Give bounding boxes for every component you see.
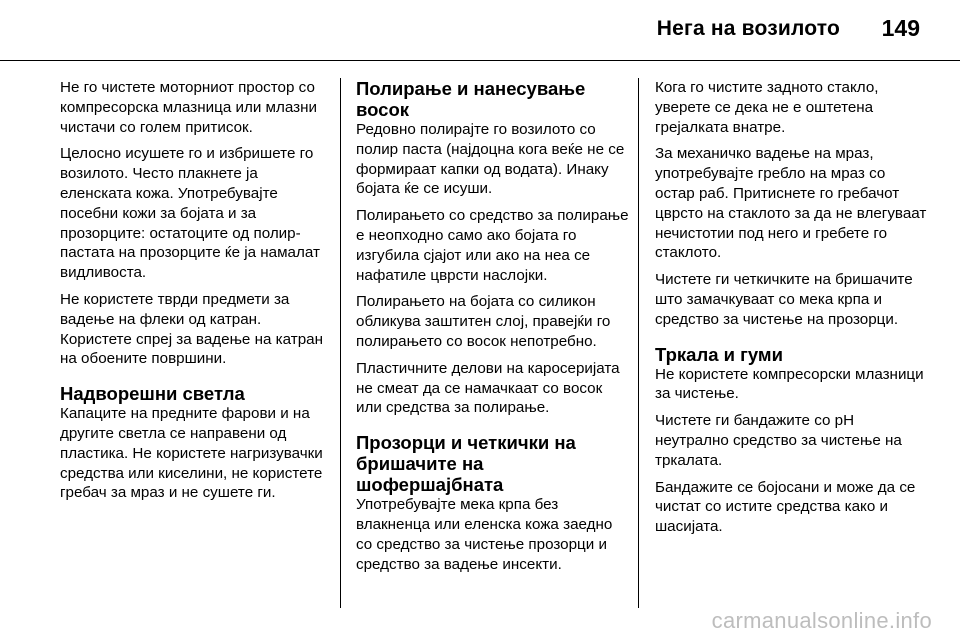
paragraph: Капаците на предните фарови и на другите светла се направени од пластика. Не користете нагризувачки средства или киселини, не користете гребач за мраз и не сушете ги.: [60, 405, 323, 502]
column-divider: [340, 78, 341, 608]
paragraph: Целосно исушете го и избришете го возилото. Често плакнете ја еленската кожа. Употребувајте посебни кожи за бојата и за прозорците: остатоците од полир-пастата на прозорците ќе ја намалат видливоста.: [60, 145, 320, 282]
section-heading-wheels-tyres: Тркала и гуми: [655, 343, 783, 365]
paragraph: За механичко вадење на мраз, употребувајте гребло на мраз со остар раб. Притиснете го гребачот цврсто на стаклото за да не влегуваат нечистотии под него и гребете го стаклото.: [655, 145, 927, 262]
paragraph: Бандажите се бојосани и може да се чистат со истите средства како и шасијата.: [655, 478, 916, 536]
paragraph: Кога го чистите задното стакло, уверете се дека не е оштетена грејалката внатре.: [655, 79, 879, 136]
chapter-title: Нега на возилото: [656, 17, 840, 40]
column-divider: [638, 78, 639, 608]
section-heading-exterior-lights: Надворешни светла: [60, 383, 245, 405]
paragraph: Не го чистете моторниот простор со компресорска млазница или млазни чистачи со голем притисок.: [60, 79, 317, 136]
watermark: carmanualsonline.info: [711, 608, 932, 633]
column-left: [60, 78, 332, 510]
paragraph: Чистете ги бандажите со pH неутрално средство за чистење на тркалата.: [655, 412, 902, 469]
paragraph: Полирањето на бојата со силикон обликува заштитен слој, правејќи го полирањето со восок непотребно.: [356, 293, 611, 350]
section-heading-windows-wipers: Прозорци и четкички на бришачите на шофершајбната: [356, 432, 576, 496]
paragraph: Чистете ги четкичките на бришачите што замачкуваат со мека крпа и средство за чистење на прозорци.: [655, 271, 913, 328]
paragraph: Употребувајте мека крпа без влакненца или еленска кожа заедно со средство за чистење прозорци и средство за вадење инсекти.: [356, 496, 613, 573]
paragraph: Пластичните делови на каросеријата не смеат да се намачкаат со восок или средства за полирање.: [356, 359, 620, 417]
column-right: [655, 78, 927, 544]
paragraph: Не користете тврди предмети за вадење на флеки од катран. Користете спреј за вадење на катран на обоените површини.: [60, 290, 323, 368]
section-heading-polishing: Полирање и нанесување восок: [356, 78, 586, 120]
header-divider: [0, 60, 960, 61]
paragraph: Не користете компресорски млазници за чистење.: [655, 365, 924, 403]
paragraph: Полирањето со средство за полирање е неопходно само ако бојата го изгубила сјајот или ако на неа се нафатиле цврсти наслојки.: [356, 207, 629, 284]
page-header: [0, 0, 960, 60]
paragraph: Редовно полирајте го возилото со полир паста (најдоцна кога веќе не се формираат капки од водата). Инаку бојата ќе се исуши.: [356, 121, 625, 198]
page-number: 149: [881, 15, 920, 41]
column-middle: [356, 78, 632, 581]
